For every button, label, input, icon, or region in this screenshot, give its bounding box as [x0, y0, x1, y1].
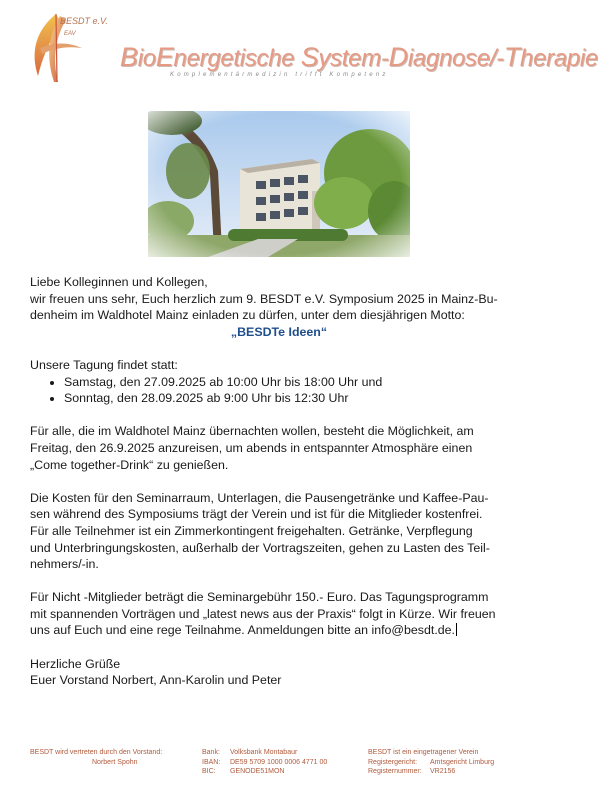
bank-value: Volksbank Montabaur: [230, 749, 298, 756]
text-cursor: [456, 623, 457, 636]
brand-title-capital: D: [388, 42, 408, 72]
brand-title-capital: E: [155, 42, 174, 72]
text-line: [30, 622, 528, 639]
greeting: Liebe Kolleginnen und Kollegen,: [30, 275, 208, 289]
court-key: Registergericht:: [368, 758, 418, 766]
brand-title-capital: B: [120, 42, 138, 72]
text-line: nehmers/-in.: [30, 557, 99, 572]
regnum-value: VR2156: [430, 768, 456, 775]
text-line: Die Kosten für den Seminarraum, Unterlagen, die Pausengetränke und Kaffee-Pau-: [30, 490, 489, 505]
signature: Euer Vorstand Norbert, Ann-Karolin und Peter: [30, 673, 282, 688]
text-line: und Unterbringungskosten, außerhalb der Vortragszeiten, gehen zu Lasten des Teil-: [30, 540, 490, 555]
motto: „BESDTe Ideen“: [230, 324, 328, 339]
logo-text: BESDT e.V.: [60, 16, 108, 26]
regnum-key: Registernummer:: [368, 768, 422, 775]
footer-bank: [202, 748, 327, 777]
court-value: Amtsgericht Limburg: [430, 758, 495, 766]
brand-title-part: ystem-: [318, 45, 389, 72]
hotel-paragraph: [30, 423, 528, 473]
brand-title: [120, 42, 598, 72]
text-line: Freitag, den 26.9.2025 anzureisen, um abends in entspannter Atmosphäre einen: [30, 440, 473, 455]
brand-title-part: iagnose/-: [407, 45, 504, 72]
intro-line: wir freuen uns sehr, Euch herzlich zum 9. BESDT e.V. Symposium 2025 in Mainz-Bu-: [30, 291, 498, 306]
registry-line: BESDT ist ein eingetragener Verein: [368, 749, 479, 756]
costs-paragraph: [30, 490, 528, 573]
iban-value: DE59 5709 1000 0006 4771 00: [230, 758, 328, 766]
brand-title-capital: T: [503, 42, 521, 72]
iban-key: IBAN:: [202, 758, 221, 766]
letter-body: [30, 274, 528, 689]
hotel-photo: [148, 111, 410, 257]
date-item: • Sonntag, den 28.09.2025 ab 9:00 Uhr bis 12:30 Uhr: [64, 390, 528, 407]
intro-line: denheim im Waldhotel Mainz einladen zu dürfen, unter dem diesjährigen Motto:: [30, 308, 465, 323]
footer-registry: [368, 748, 494, 777]
footer-board: [30, 748, 162, 767]
brand-title-part: nergetische: [173, 45, 301, 72]
closing: Herzliche Grüße: [30, 656, 121, 671]
dates-list: [30, 374, 528, 407]
text-line-content: uns auf Euch und eine rege Teilnahme. Anmeldungen bitte an info@besdt.de.: [30, 623, 455, 638]
brand-title-part: io: [137, 45, 156, 72]
intro-paragraph: [30, 291, 528, 324]
tagline: Komplementärmedizin trifft Kompetenz: [170, 72, 389, 78]
bic-value: GENODE51MON: [230, 768, 285, 775]
date-item: • Samstag, den 27.09.2025 ab 10:00 Uhr bis 18:00 Uhr und: [64, 374, 528, 391]
logo-subtext: EAV: [64, 31, 76, 37]
board-name: Norbert Spohn: [92, 758, 138, 766]
text-line: Für alle Teilnehmer ist ein Zimmerkontingent freigehalten. Getränke, Verpflegung: [30, 523, 473, 538]
text-line: mit spannenden Vorträgen und „latest news aus der Praxis“ folgt in Kürze. Wir freuen: [30, 606, 496, 621]
brand-title-part: herapie: [520, 45, 598, 72]
text-line: sen während des Symposiums trägt der Verein und ist für die Mitglieder kostenfrei.: [30, 507, 483, 522]
text-line: „Come together-Drink“ zu genießen.: [30, 457, 229, 472]
brand-title-capital: S: [300, 42, 319, 72]
dates-intro: Unsere Tagung findet statt:: [30, 357, 178, 372]
board-label: BESDT wird vertreten durch den Vorstand:: [30, 749, 163, 756]
bank-key: Bank:: [202, 749, 220, 756]
text-line: Für Nicht -Mitglieder beträgt die Seminargebühr 150.- Euro. Das Tagungsprogramm: [30, 590, 489, 605]
text-line: Für alle, die im Waldhotel Mainz übernachten wollen, besteht die Möglichkeit, am: [30, 424, 474, 439]
fee-paragraph: [30, 589, 528, 639]
bic-key: BIC:: [202, 768, 216, 775]
